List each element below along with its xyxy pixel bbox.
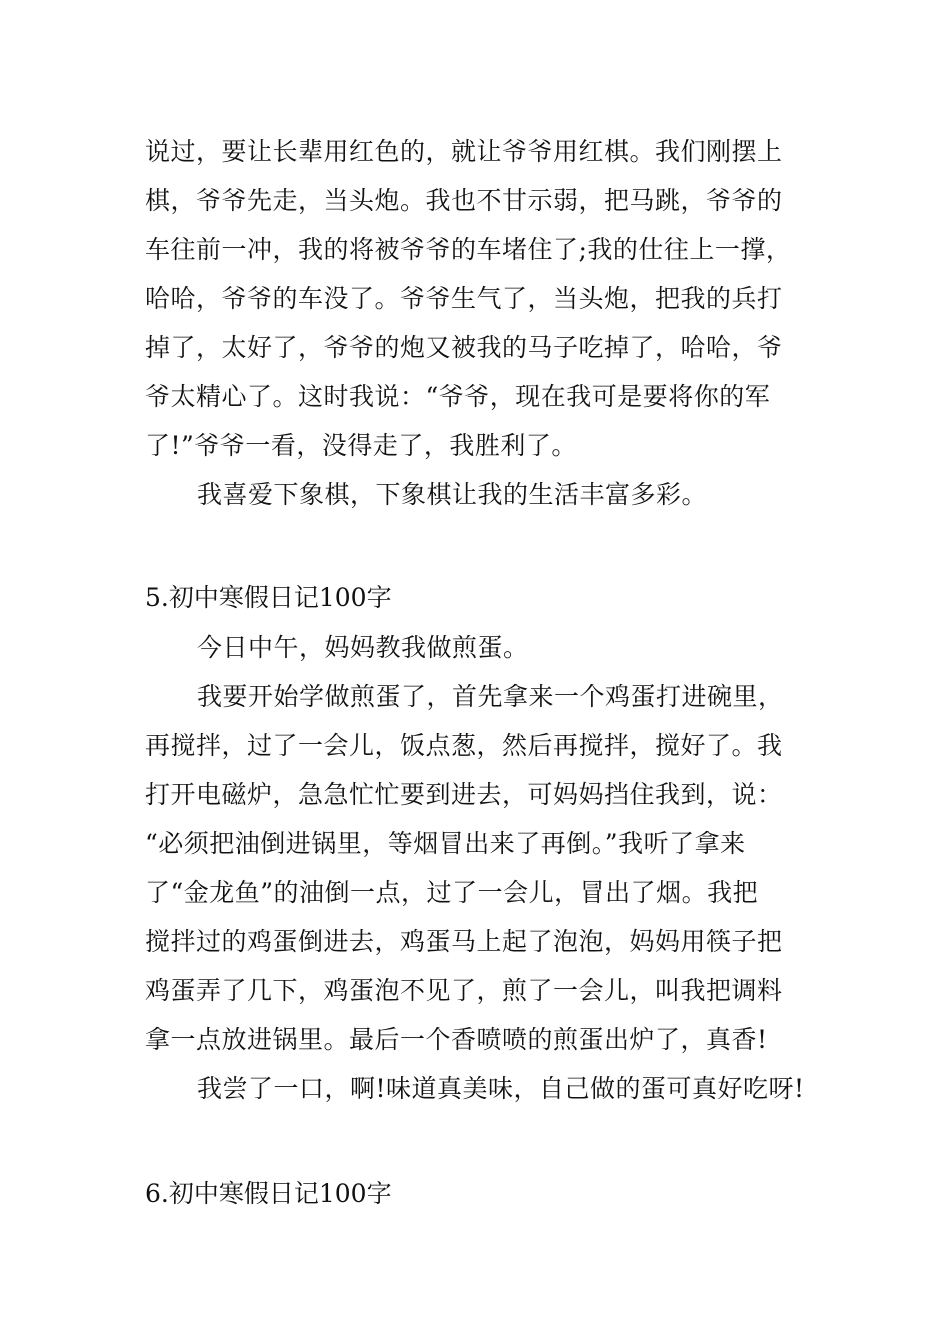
paragraph-line: 打开电磁炉，急急忙忙要到进去，可妈妈挡住我到，说： — [145, 780, 783, 809]
paragraph-line: 拿一点放进锅里。最后一个香喷喷的煎蛋出炉了，真香! — [145, 1025, 768, 1054]
chess-paragraph — [145, 127, 815, 519]
paragraph-line: 车往前一冲，我的将被爷爷的车堵住了;我的仕往上一撑， — [145, 235, 792, 264]
paragraph-line: 再搅拌，过了一会儿，饭点葱，然后再搅拌，搅好了。我 — [145, 731, 783, 760]
paragraph-line: 说过，要让长辈用红色的，就让爷爷用红棋。我们刚摆上 — [145, 137, 783, 166]
paragraph-line: 哈哈，爷爷的车没了。爷爷生气了，当头炮，把我的兵打 — [145, 284, 783, 313]
closing-paragraph: 我尝了一口，啊!味道真美味，自己做的蛋可真好吃呀! — [197, 1074, 805, 1103]
section-6-heading: 6.初中寒假日记100字 — [145, 1179, 392, 1208]
paragraph-line: 棋，爷爷先走，当头炮。我也不甘示弱，把马跳，爷爷的 — [145, 186, 783, 215]
paragraph-line: 了“金龙鱼”的油倒一点，过了一会儿，冒出了烟。我把 — [145, 878, 759, 907]
paragraph-line: 鸡蛋弄了几下，鸡蛋泡不见了，煎了一会儿，叫我把调料 — [145, 976, 783, 1005]
paragraph-line: 爷太精心了。这时我说：“爷爷，现在我可是要将你的军 — [145, 382, 771, 411]
paragraph-line: 了!”爷爷一看，没得走了，我胜利了。 — [145, 431, 577, 460]
paragraph-line: 我要开始学做煎蛋了，首先拿来一个鸡蛋打进碗里， — [197, 682, 784, 711]
section-5-body — [145, 623, 815, 1113]
paragraph-line: “必须把油倒进锅里，等烟冒出来了再倒。”我听了拿来 — [145, 829, 746, 858]
section-5-heading: 5.初中寒假日记100字 — [145, 583, 392, 612]
closing-paragraph: 我喜爱下象棋，下象棋让我的生活丰富多彩。 — [197, 480, 708, 509]
paragraph-line: 掉了，太好了，爷爷的炮又被我的马子吃掉了，哈哈，爷 — [145, 333, 783, 362]
paragraph-line: 搅拌过的鸡蛋倒进去，鸡蛋马上起了泡泡，妈妈用筷子把 — [145, 927, 783, 956]
paragraph-intro: 今日中午，妈妈教我做煎蛋。 — [197, 633, 529, 662]
